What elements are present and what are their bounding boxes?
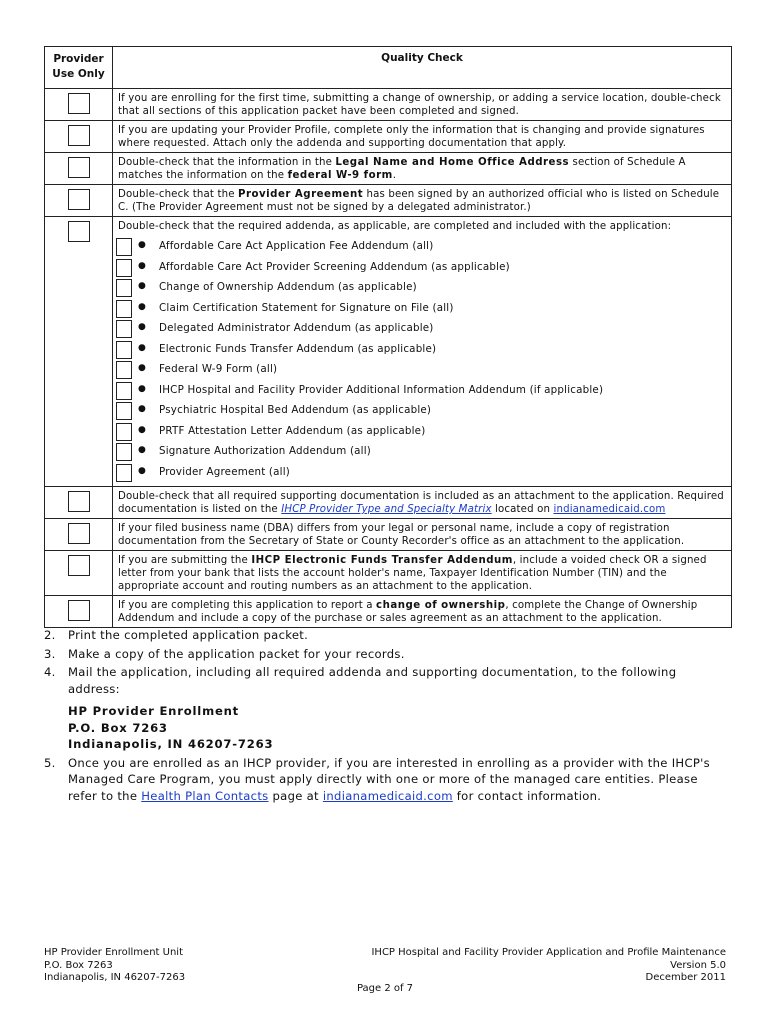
instruction-steps: [44, 627, 724, 806]
addendum-item: [116, 237, 731, 258]
bullet-icon: ●: [138, 322, 147, 332]
provider-checkbox-cell: [45, 89, 113, 121]
bullet-icon: ●: [138, 363, 147, 373]
addendum-item: [116, 299, 731, 320]
addendum-label: Affordable Care Act Application Fee Addendum (all): [159, 240, 434, 252]
quality-check-row: [45, 89, 732, 121]
addendum-label: Electronic Funds Transfer Addendum (as applicable): [159, 342, 437, 355]
addendum-item: [116, 340, 731, 361]
mailing-address: HP Provider Enrollment P.O. Box 7263 Indianapolis, IN 46207-7263: [68, 704, 274, 751]
addendum-label: Psychiatric Hospital Bed Addendum (as applicable): [159, 404, 432, 416]
step-3: 3. Make a copy of the application packet for your records.: [44, 646, 405, 661]
quality-check-row: [45, 487, 732, 519]
quality-check-row: [45, 185, 732, 217]
addendum-checkbox[interactable]: [116, 279, 132, 297]
addendum-label: Claim Certification Statement for Signature on File (all): [159, 301, 454, 314]
bullet-icon: ●: [138, 404, 147, 414]
quality-check-row: [45, 551, 732, 596]
addendum-checkbox[interactable]: [116, 402, 132, 420]
quality-check-text: Double-check that the information in the Legal Name and Home Office Address section of Schedule A matches the information on the federal W-9 form.: [113, 153, 732, 185]
addendum-item: [116, 360, 731, 381]
bullet-icon: ●: [138, 281, 147, 291]
addenda-list: [116, 237, 731, 483]
quality-check-text: If you are submitting the IHCP Electronic Funds Transfer Addendum, include a voided check OR a signed letter from your bank that lists the account holder's name, Taxpayer Identification Number (TIN) and the appropriate account and routing numbers as an attachment to the application.: [113, 551, 732, 596]
table-header-row: [45, 47, 732, 89]
quality-check-text: If you are enrolling for the first time, submitting a change of ownership, or adding a service location, double-check that all sections of this application packet have been completed and signed.: [113, 89, 732, 121]
quality-check-row: [45, 519, 732, 551]
provider-checkbox[interactable]: [68, 523, 90, 544]
quality-check-row-addenda: [45, 217, 732, 487]
addendum-label: Change of Ownership Addendum (as applicable): [159, 281, 417, 293]
provider-checkbox-cell: [45, 217, 113, 487]
provider-checkbox[interactable]: [68, 189, 90, 210]
addendum-item: [116, 258, 731, 279]
health-plan-contacts-link[interactable]: Health Plan Contacts: [141, 788, 269, 803]
addendum-item: [116, 278, 731, 299]
step-4: 4. Mail the application, including all required addenda and supporting documentation, to the following address: HP Provider Enrollment P.O. Box 7263 Indianapolis, IN 46207-7263: [44, 664, 724, 753]
provider-checkbox[interactable]: [68, 600, 90, 621]
addenda-intro: Double-check that the required addenda, as applicable, are completed and included with the application:: [118, 221, 672, 232]
document-link[interactable]: IHCP Provider Type and Specialty Matrix: [281, 504, 492, 515]
quality-check-row: [45, 153, 732, 185]
quality-check-row: [45, 596, 732, 628]
header-quality-check: Quality Check: [113, 47, 732, 89]
provider-checkbox-cell: [45, 487, 113, 519]
step-5: 5. Once you are enrolled as an IHCP provider, if you are interested in enrolling as a provider with the IHCP's Managed Care Program, you must apply directly with one or more of the managed care entities. Please refer to the Health Plan Contacts page at indianamedicaid.com for contact information.: [44, 755, 710, 803]
addendum-item: [116, 401, 731, 422]
addendum-label: Federal W-9 Form (all): [159, 363, 278, 375]
bullet-icon: ●: [138, 383, 147, 394]
document-link[interactable]: indianamedicaid.com: [553, 504, 666, 515]
bullet-icon: ●: [138, 424, 147, 435]
page-number: Page 2 of 7: [356, 983, 414, 994]
addendum-label: Delegated Administrator Addendum (as applicable): [159, 322, 434, 334]
addendum-checkbox[interactable]: [116, 259, 132, 277]
addendum-checkbox[interactable]: [116, 238, 132, 256]
addendum-checkbox[interactable]: [116, 443, 132, 461]
quality-check-text: If your filed business name (DBA) differs from your legal or personal name, include a copy of registration documentation from the Secretary of State or County Recorder's office as an attachment to the application.: [113, 519, 732, 551]
addendum-checkbox[interactable]: [116, 341, 132, 359]
addendum-item: [116, 463, 731, 484]
provider-checkbox[interactable]: [68, 491, 90, 512]
bullet-icon: ●: [138, 465, 147, 476]
addendum-item: [116, 381, 731, 402]
header-provider-use-only: Provider Use Only: [45, 47, 113, 89]
addendum-checkbox[interactable]: [116, 423, 132, 441]
quality-check-text: Double-check that all required supporting documentation is included as an attachment to the application. Required documentation is listed on the IHCP Provider Type and Specialty Matrix located on indianamedicaid.com: [113, 487, 732, 519]
provider-checkbox[interactable]: [68, 125, 90, 146]
addendum-item: [116, 442, 731, 463]
addendum-checkbox[interactable]: [116, 382, 132, 400]
provider-checkbox[interactable]: [68, 221, 90, 242]
addendum-checkbox[interactable]: [116, 464, 132, 482]
bullet-icon: ●: [138, 240, 147, 250]
provider-checkbox[interactable]: [68, 93, 90, 114]
provider-checkbox[interactable]: [68, 157, 90, 178]
provider-checkbox-cell: [45, 551, 113, 596]
provider-checkbox-cell: [45, 121, 113, 153]
provider-checkbox-cell: [45, 596, 113, 628]
footer-left: HP Provider Enrollment Unit P.O. Box 7263 Indianapolis, IN 46207-7263: [44, 947, 186, 983]
provider-checkbox-cell: [45, 153, 113, 185]
quality-check-table: [44, 46, 732, 628]
addendum-label: Provider Agreement (all): [159, 465, 290, 478]
quality-check-row: [45, 121, 732, 153]
provider-checkbox-cell: [45, 519, 113, 551]
addendum-item: [116, 319, 731, 340]
addendum-label: IHCP Hospital and Facility Provider Additional Information Addendum (if applicable): [159, 383, 604, 396]
addendum-label: PRTF Attestation Letter Addendum (as applicable): [159, 424, 426, 437]
provider-checkbox[interactable]: [68, 555, 90, 576]
quality-check-text: Double-check that the Provider Agreement has been signed by an authorized official who is listed on Schedule C. (The Provider Agreement must not be signed by a delegated administrator.): [113, 185, 732, 217]
provider-checkbox-cell: [45, 185, 113, 217]
addendum-item: [116, 422, 731, 443]
addendum-checkbox[interactable]: [116, 320, 132, 338]
footer-right: IHCP Hospital and Facility Provider Application and Profile Maintenance Version 5.0 December 2011: [371, 947, 726, 983]
bullet-icon: ●: [138, 260, 147, 271]
step-2: 2. Print the completed application packet.: [44, 628, 309, 642]
bullet-icon: ●: [138, 445, 147, 455]
indianamedicaid-link[interactable]: indianamedicaid.com: [322, 788, 453, 803]
quality-check-text: If you are updating your Provider Profile, complete only the information that is changing and provide signatures where requested. Attach only the addenda and supporting documentation that apply.: [113, 121, 732, 153]
addendum-label: Signature Authorization Addendum (all): [159, 445, 372, 457]
addendum-checkbox[interactable]: [116, 300, 132, 318]
quality-check-text: If you are completing this application to report a change of ownership, complete the Change of Ownership Addendum and include a copy of the purchase or sales agreement as an attachment to the application.: [113, 596, 732, 628]
addendum-checkbox[interactable]: [116, 361, 132, 379]
bullet-icon: ●: [138, 301, 147, 312]
addendum-label: Affordable Care Act Provider Screening Addendum (as applicable): [159, 260, 510, 273]
bullet-icon: ●: [138, 342, 147, 353]
